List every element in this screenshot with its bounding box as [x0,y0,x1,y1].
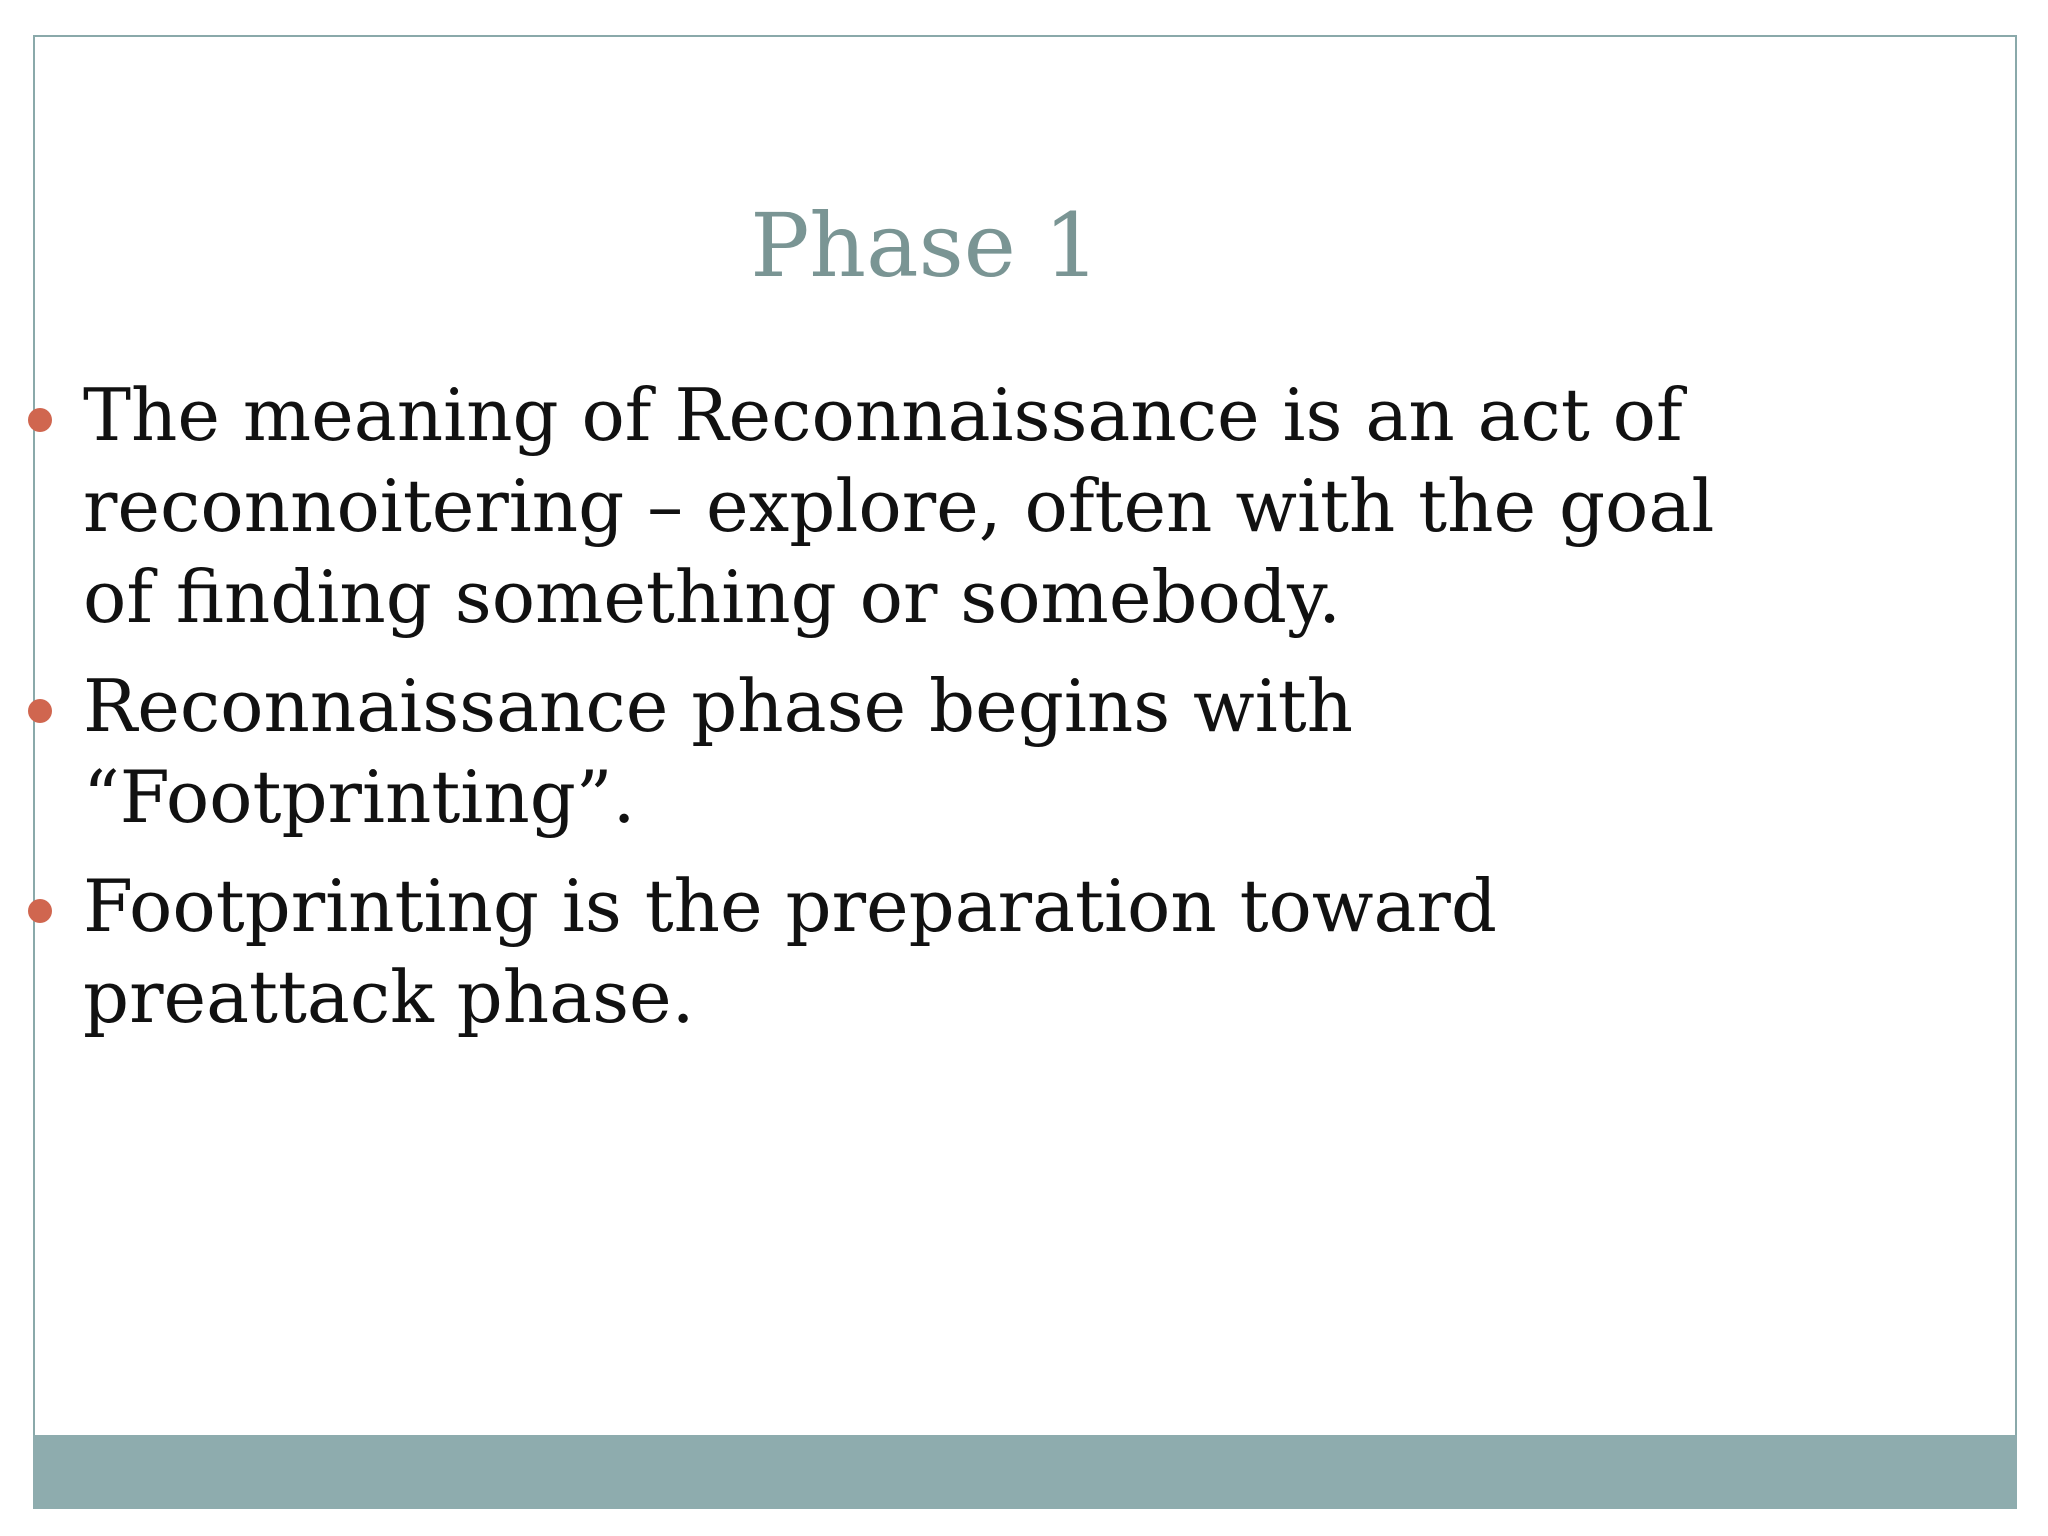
bullet-text: Reconnaissance phase begins with “Footprinting”. [83,664,1354,839]
footer-band [33,1435,2017,1509]
bullet-item [0,661,1803,843]
bullet-text: The meaning of Reconnaissance is an act of reconnoitering – explore, often with the goal of finding something or somebody. [83,373,1715,639]
bullet-text: Footprinting is the preparation toward preattack phase. [83,864,1497,1039]
bullet-item [0,861,1803,1043]
bullet-list [0,370,1900,1061]
bullet-item [0,370,1723,643]
bullet-dot-icon [28,408,52,432]
slide-title: Phase 1 [750,194,1100,297]
bullet-dot-icon [28,899,52,923]
bullet-dot-icon [28,699,52,723]
